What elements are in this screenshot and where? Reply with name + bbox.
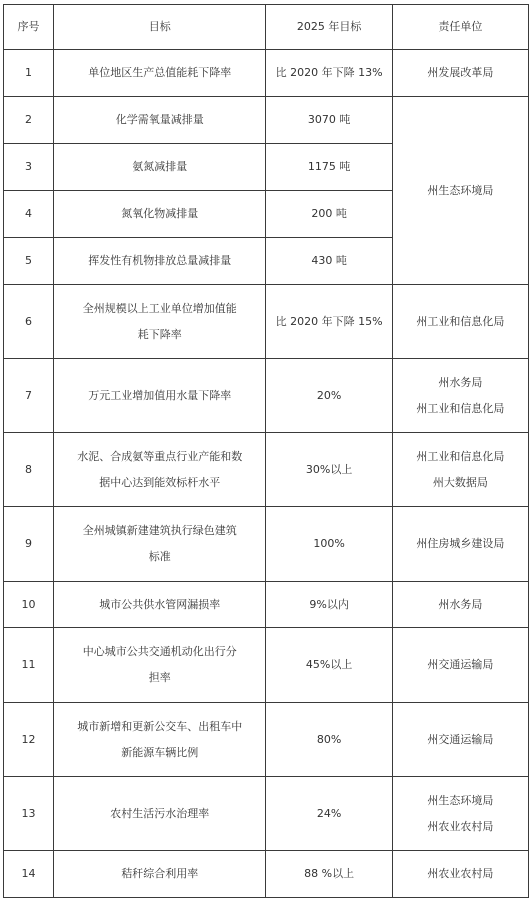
target-cell	[54, 433, 266, 507]
responsible-unit-text: 州交通运输局	[427, 658, 494, 671]
target-text: 氨氮减排量	[132, 160, 188, 173]
target-text: 氮氧化物减排量	[121, 207, 199, 220]
target-text: 全州规模以上工业单位增加值能	[82, 301, 237, 315]
responsible-unit-cell	[392, 582, 528, 628]
goal-cell: 45%以上	[266, 628, 392, 703]
row-number: 8	[4, 433, 54, 507]
target-cell	[54, 507, 266, 582]
responsible-unit-cell	[392, 359, 528, 433]
table-row	[4, 50, 529, 97]
responsible-unit-text: 州交通运输局	[427, 732, 494, 746]
responsible-unit-cell	[392, 851, 528, 898]
goal-cell: 100%	[266, 507, 392, 582]
table-row	[4, 703, 529, 777]
goal-cell: 200 吨	[266, 191, 392, 238]
row-number: 12	[4, 703, 54, 777]
responsible-unit-text: 州工业和信息化局	[416, 449, 505, 463]
table-row	[4, 285, 529, 359]
row-number: 5	[4, 238, 54, 285]
goal-cell: 比 2020 年下降 15%	[266, 285, 392, 359]
responsible-unit-text: 州工业和信息化局	[416, 314, 505, 328]
target-text: 单位地区生产总值能耗下降率	[88, 66, 232, 79]
table-row	[4, 433, 529, 507]
target-text: 城市公共供水管网漏损率	[99, 597, 221, 611]
row-number: 10	[4, 582, 54, 628]
goal-cell: 比 2020 年下降 13%	[266, 50, 392, 97]
responsible-unit-text: 州生态环境局	[427, 183, 494, 197]
goal-cell: 3070 吨	[266, 97, 392, 144]
table-row	[4, 359, 529, 433]
responsible-unit-text: 州大数据局	[432, 475, 488, 489]
responsible-unit-cell	[392, 285, 528, 359]
responsible-unit-cell	[392, 628, 528, 703]
target-text: 新能源车辆比例	[121, 745, 199, 759]
responsible-unit-text: 州水务局	[438, 375, 483, 389]
table-body	[4, 50, 529, 898]
target-text: 农村生活污水治理率	[110, 806, 210, 820]
target-cell	[54, 144, 266, 191]
responsible-unit-text: 州生态环境局	[427, 793, 494, 807]
target-text: 中心城市公共交通机动化出行分	[82, 645, 237, 658]
target-text: 担率	[148, 671, 171, 684]
target-cell	[54, 359, 266, 433]
header-row	[4, 5, 529, 50]
row-number: 11	[4, 628, 54, 703]
responsible-unit-cell	[392, 507, 528, 582]
target-cell	[54, 777, 266, 851]
responsible-unit-text: 州农业农村局	[427, 819, 494, 833]
target-text: 据中心达到能效标杆水平	[99, 475, 221, 489]
row-number: 14	[4, 851, 54, 898]
target-cell	[54, 628, 266, 703]
responsible-unit-cell	[392, 703, 528, 777]
goal-cell: 20%	[266, 359, 392, 433]
responsible-unit-cell	[392, 97, 528, 285]
target-text: 挥发性有机物排放总量减排量	[88, 254, 232, 267]
header-unit: 责任单位	[392, 5, 528, 50]
target-cell	[54, 285, 266, 359]
table-row	[4, 582, 529, 628]
goal-cell: 80%	[266, 703, 392, 777]
goal-cell: 9%以内	[266, 582, 392, 628]
header-target: 目标	[54, 5, 266, 50]
row-number: 2	[4, 97, 54, 144]
responsible-unit-text: 州住房城乡建设局	[416, 537, 505, 550]
target-cell	[54, 97, 266, 144]
target-text: 化学需氧量减排量	[115, 113, 204, 126]
target-cell	[54, 851, 266, 898]
responsible-unit-cell	[392, 50, 528, 97]
responsible-unit-cell	[392, 777, 528, 851]
goal-cell: 88 %以上	[266, 851, 392, 898]
target-cell	[54, 238, 266, 285]
target-text: 耗下降率	[137, 327, 182, 341]
goal-cell: 30%以上	[266, 433, 392, 507]
responsible-unit-text: 州发展改革局	[427, 66, 494, 79]
target-text: 标准	[148, 550, 171, 563]
target-text: 水泥、合成氨等重点行业产能和数	[77, 449, 243, 463]
header-goal: 2025 年目标	[266, 5, 392, 50]
target-cell	[54, 703, 266, 777]
table-row	[4, 851, 529, 898]
responsible-unit-text: 州农业农村局	[427, 867, 494, 880]
responsible-unit-cell	[392, 433, 528, 507]
target-text: 全州城镇新建建筑执行绿色建筑	[82, 524, 237, 537]
responsible-unit-text: 州水务局	[438, 597, 483, 611]
table-row	[4, 507, 529, 582]
table-row	[4, 777, 529, 851]
table-row	[4, 628, 529, 703]
header-no: 序号	[4, 5, 54, 50]
row-number: 1	[4, 50, 54, 97]
goal-cell: 1175 吨	[266, 144, 392, 191]
target-cell	[54, 191, 266, 238]
row-number: 3	[4, 144, 54, 191]
row-number: 7	[4, 359, 54, 433]
row-number: 4	[4, 191, 54, 238]
target-cell	[54, 50, 266, 97]
target-text: 城市新增和更新公交车、出租车中	[77, 719, 243, 733]
targets-table	[3, 4, 529, 898]
target-text: 万元工业增加值用水量下降率	[88, 388, 232, 402]
responsible-unit-text: 州工业和信息化局	[416, 401, 505, 415]
target-text: 秸秆综合利用率	[121, 867, 199, 880]
row-number: 6	[4, 285, 54, 359]
target-cell	[54, 582, 266, 628]
row-number: 9	[4, 507, 54, 582]
table-row	[4, 97, 529, 144]
row-number: 13	[4, 777, 54, 851]
goal-cell: 24%	[266, 777, 392, 851]
goal-cell: 430 吨	[266, 238, 392, 285]
